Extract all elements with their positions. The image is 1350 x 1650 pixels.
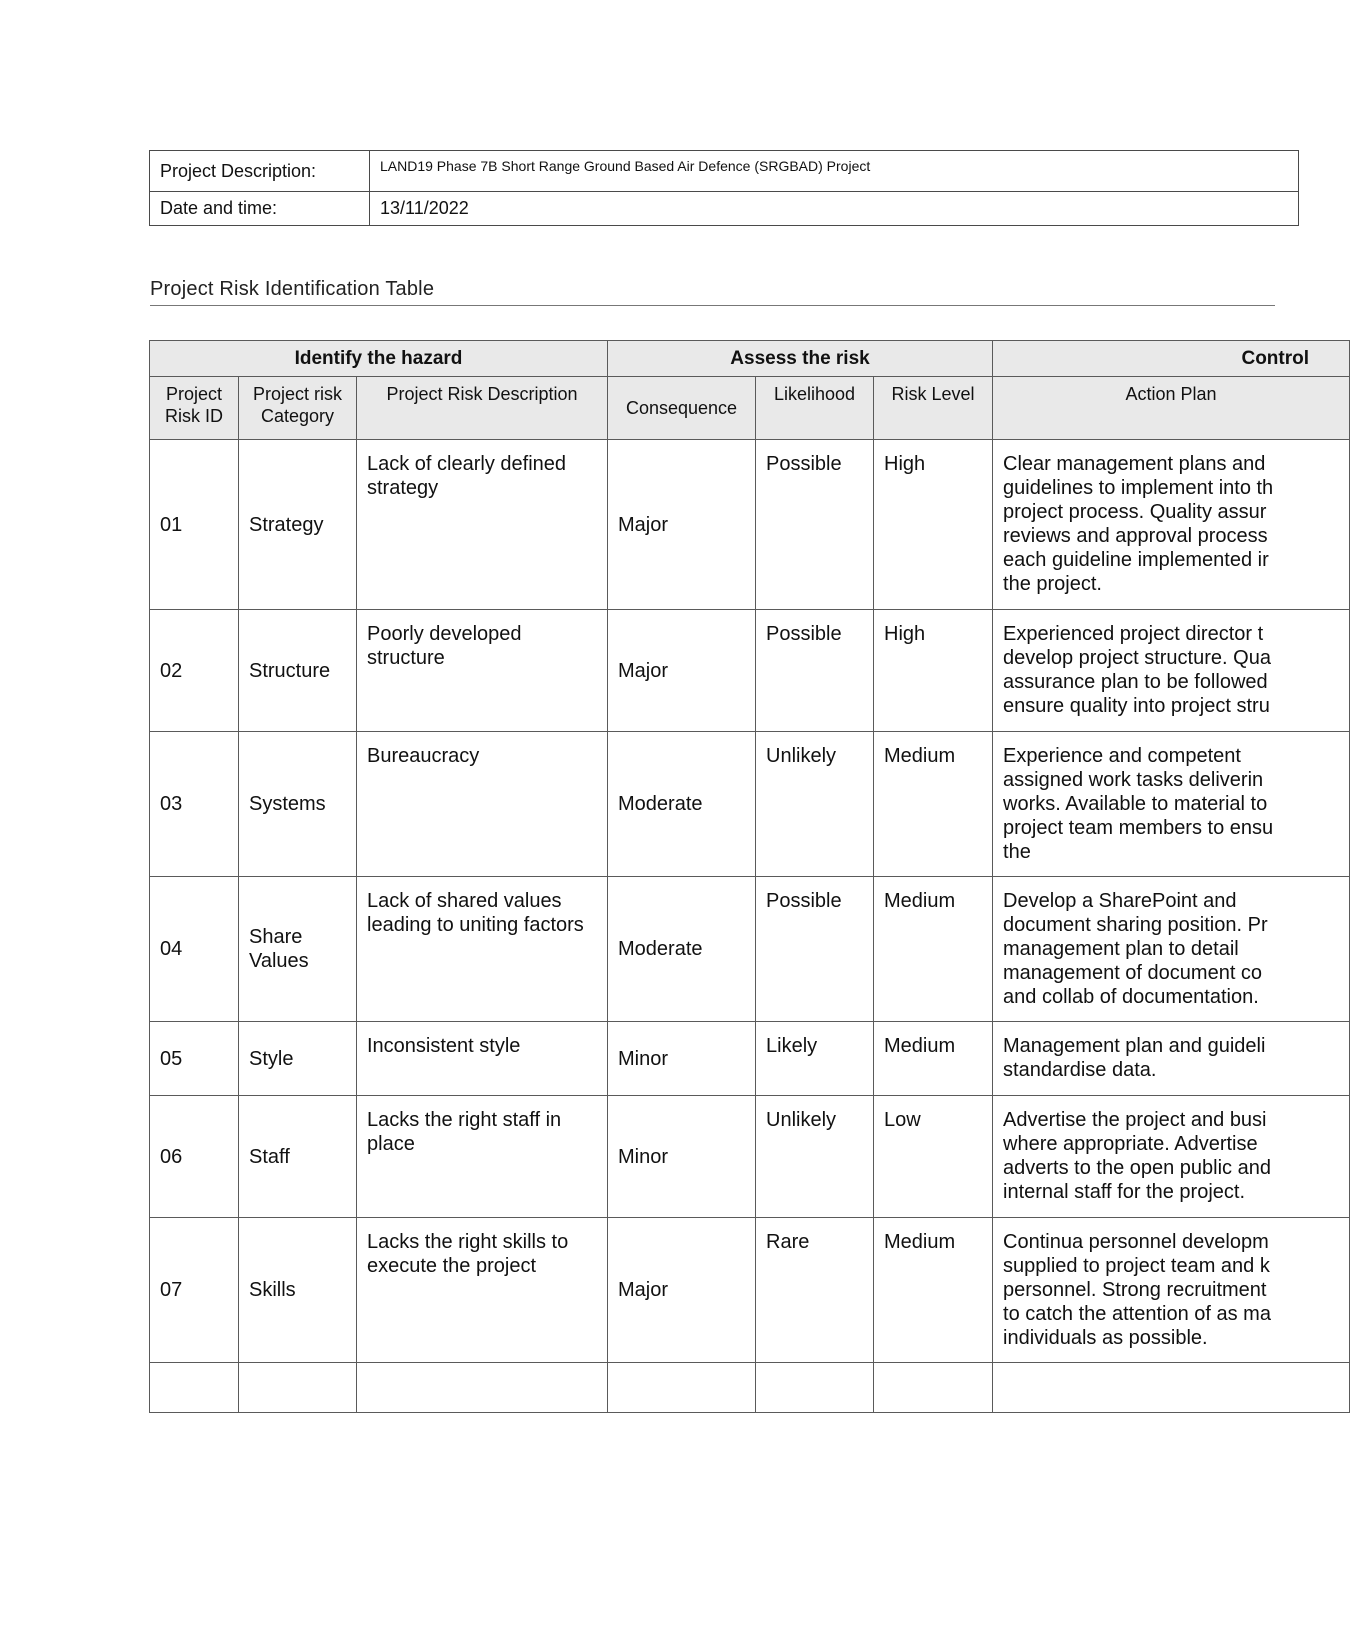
description-cell: Lack of clearly defined strategy — [357, 440, 608, 610]
table-row — [150, 1096, 1350, 1218]
table-row — [150, 877, 1350, 1022]
likelihood-cell: Unlikely — [756, 1096, 874, 1218]
risk-id-cell: 03 — [150, 732, 239, 877]
likelihood-cell: Possible — [756, 440, 874, 610]
risk-level-cell: Medium — [874, 1218, 993, 1363]
col-risk-id: Project Risk ID — [150, 377, 239, 440]
action-plan-cell: Experienced project director t develop project structure. Qua assurance plan to be followed ensure quality into project stru — [993, 610, 1350, 732]
action-plan-cell: Develop a SharePoint and document sharing position. Pr management plan to detail management of document co and collab of documentation. — [993, 877, 1350, 1022]
risk-level-cell: Medium — [874, 877, 993, 1022]
action-plan-cell: Clear management plans and guidelines to implement into th project process. Quality assur reviews and approval process each guideline implemented ir the project. — [993, 440, 1350, 610]
category-cell: Share Values — [239, 877, 357, 1022]
category-cell: Structure — [239, 610, 357, 732]
action-plan-cell: Advertise the project and busi where appropriate. Advertise adverts to the open public and internal staff for the project. — [993, 1096, 1350, 1218]
group-control: Control — [993, 341, 1350, 377]
likelihood-cell: Rare — [756, 1218, 874, 1363]
risk-identification-table — [149, 340, 1350, 1413]
risk-level-cell: Medium — [874, 732, 993, 877]
risk-level-cell: High — [874, 610, 993, 732]
project-description-value: LAND19 Phase 7B Short Range Ground Based Air Defence (SRGBAD) Project — [370, 151, 1299, 192]
group-header-row — [150, 341, 1350, 377]
date-value: 13/11/2022 — [370, 192, 1299, 226]
empty-table-row — [150, 1363, 1350, 1413]
table-row — [150, 1022, 1350, 1096]
date-label: Date and time: — [150, 192, 370, 226]
risk-id-cell: 01 — [150, 440, 239, 610]
action-plan-cell: Management plan and guideli standardise data. — [993, 1022, 1350, 1096]
category-cell: Staff — [239, 1096, 357, 1218]
empty-cell — [150, 1363, 239, 1413]
consequence-cell: Minor — [608, 1022, 756, 1096]
col-risk-level: Risk Level — [874, 377, 993, 440]
action-plan-cell: Experience and competent assigned work tasks deliverin works. Available to material to project team members to ensu the — [993, 732, 1350, 877]
table-row — [150, 1218, 1350, 1363]
category-cell: Systems — [239, 732, 357, 877]
risk-level-cell: Low — [874, 1096, 993, 1218]
col-description: Project Risk Description — [357, 377, 608, 440]
table-row — [150, 440, 1350, 610]
description-cell: Lacks the right staff in place — [357, 1096, 608, 1218]
group-assess-risk: Assess the risk — [608, 341, 993, 377]
category-cell: Style — [239, 1022, 357, 1096]
consequence-cell: Moderate — [608, 732, 756, 877]
empty-cell — [357, 1363, 608, 1413]
risk-id-cell: 02 — [150, 610, 239, 732]
risk-id-cell: 07 — [150, 1218, 239, 1363]
description-cell: Inconsistent style — [357, 1022, 608, 1096]
likelihood-cell: Unlikely — [756, 732, 874, 877]
group-identify-hazard: Identify the hazard — [150, 341, 608, 377]
category-cell: Strategy — [239, 440, 357, 610]
table-row — [150, 610, 1350, 732]
col-consequence: Consequence — [608, 377, 756, 440]
col-likelihood: Likelihood — [756, 377, 874, 440]
description-cell: Bureaucracy — [357, 732, 608, 877]
project-description-row — [150, 151, 1299, 192]
consequence-cell: Moderate — [608, 877, 756, 1022]
risk-level-cell: High — [874, 440, 993, 610]
empty-cell — [993, 1363, 1350, 1413]
risk-id-cell: 06 — [150, 1096, 239, 1218]
empty-cell — [608, 1363, 756, 1413]
consequence-cell: Major — [608, 1218, 756, 1363]
consequence-cell: Minor — [608, 1096, 756, 1218]
table-row — [150, 732, 1350, 877]
project-info-table — [149, 150, 1299, 226]
risk-id-cell: 05 — [150, 1022, 239, 1096]
likelihood-cell: Possible — [756, 610, 874, 732]
project-description-label: Project Description: — [150, 151, 370, 192]
consequence-cell: Major — [608, 440, 756, 610]
likelihood-cell: Likely — [756, 1022, 874, 1096]
risk-id-cell: 04 — [150, 877, 239, 1022]
empty-cell — [239, 1363, 357, 1413]
description-cell: Lack of shared values leading to uniting factors — [357, 877, 608, 1022]
section-title: Project Risk Identification Table — [150, 278, 1275, 306]
likelihood-cell: Possible — [756, 877, 874, 1022]
action-plan-cell: Continua personnel developm supplied to project team and k personnel. Strong recruitment to catch the attention of as ma individuals as possible. — [993, 1218, 1350, 1363]
col-action-plan: Action Plan — [993, 377, 1350, 440]
empty-cell — [756, 1363, 874, 1413]
column-header-row — [150, 377, 1350, 440]
risk-level-cell: Medium — [874, 1022, 993, 1096]
description-cell: Poorly developed structure — [357, 610, 608, 732]
category-cell: Skills — [239, 1218, 357, 1363]
date-row — [150, 192, 1299, 226]
empty-cell — [874, 1363, 993, 1413]
description-cell: Lacks the right skills to execute the project — [357, 1218, 608, 1363]
col-category: Project risk Category — [239, 377, 357, 440]
consequence-cell: Major — [608, 610, 756, 732]
